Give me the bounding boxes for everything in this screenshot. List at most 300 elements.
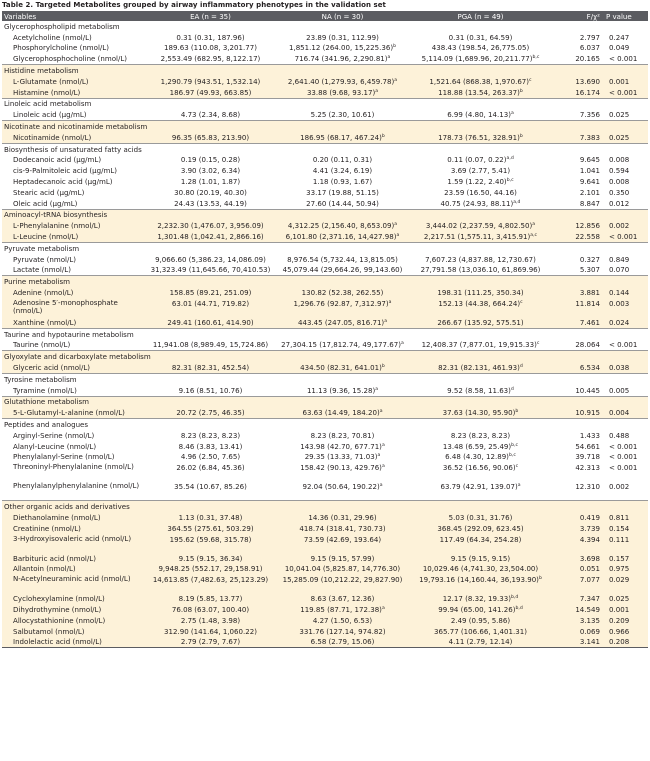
ea-value [145,462,276,481]
significance-marker: c [529,77,532,83]
ea-value [145,385,276,396]
ea-value-text: 35.54 (10.67, 85.26) [174,482,247,492]
table-row [2,231,648,242]
test-statistic [552,43,604,54]
p-value-text: 0.247 [609,32,630,42]
table-row [2,430,648,441]
table-row [2,220,648,231]
significance-marker: a [381,605,385,611]
test-statistic-text: 3.881 [579,288,600,298]
pga-value [409,43,552,54]
test-statistic-text: 12.856 [575,221,600,231]
p-value-text: 0.001 [609,604,630,614]
table-title: Table 2. Targeted Metabolites grouped by airway inflammatory phenotypes in the validation set [2,1,386,9]
ea-value-text: 1.28 (1.01, 1.87) [180,177,241,187]
na-value [276,626,409,637]
metabolite-name-text: Heptadecanoic acid (μg/mL) [13,177,113,187]
p-value-text: 0.975 [609,564,630,574]
na-value-text: 1,851.12 (264.00, 15,225.36) [288,43,394,53]
p-value-text: 0.350 [609,187,630,197]
metabolite-name [2,254,145,265]
table-row [2,574,648,593]
ea-value-text: 9,066.60 (5,386.23, 14,086.09) [155,254,266,264]
na-value-text: 33.88 (9.68, 93.17) [306,87,376,97]
significance-marker: b,d [515,605,523,611]
metabolite-name-text: Linoleic acid (μg/mL) [13,110,87,120]
pga-value [409,407,552,418]
ea-value-text: 11,941.08 (8,989.49, 15,724.86) [152,340,269,350]
test-statistic-text: 3.698 [579,553,600,563]
significance-marker: b,c [508,453,516,459]
na-value-text: 1.18 (0.93, 1.67) [312,177,373,187]
metabolite-name-text: Oleic acid (μg/mL) [13,198,78,208]
ea-value [145,441,276,452]
pga-value [409,165,552,176]
na-value-text: 14.36 (0.31, 29.96) [308,512,377,522]
table-row [2,593,648,604]
na-value-text: 443.45 (247.05, 816.71) [297,317,385,327]
metabolite-name-text: Dodecanoic acid (μg/mL) [13,155,102,165]
na-value-text: 186.95 (68.17, 467.24) [300,132,382,142]
pga-value [409,265,552,276]
table-row [2,76,648,87]
ea-value-text: 186.97 (49.93, 663.85) [169,87,252,97]
test-statistic [552,176,604,187]
na-value [276,512,409,523]
test-statistic [552,155,604,166]
ea-value-text: 364.55 (275.61, 503.29) [167,523,254,533]
significance-marker: b [381,364,385,369]
significance-marker: b,c [532,55,540,61]
p-value-text: 0.005 [609,385,630,395]
group-row [2,373,648,384]
test-statistic-text: 28.064 [575,340,600,350]
p-value [604,563,648,574]
ea-value-text: 9,948.25 (552.17, 29,158.91) [158,564,263,574]
p-value [604,317,648,328]
na-value [276,340,409,351]
metabolite-name [2,340,145,351]
p-value [604,553,648,564]
na-value [276,198,409,209]
p-value [604,176,648,187]
test-statistic-text: 7.383 [579,132,600,142]
table-row [2,407,648,418]
pga-value [409,32,552,43]
metabolite-name-text: Taurine (nmol/L) [13,340,71,350]
ea-value-text: 8.19 (5.85, 13.77) [178,594,243,604]
group-name: Histidine metabolism [2,65,648,76]
na-value [276,287,409,298]
table-row [2,254,648,265]
pga-value [409,481,552,501]
p-value [604,287,648,298]
p-value-text: 0.070 [609,265,630,275]
na-value-text: 0.20 (0.11, 0.31) [312,155,373,165]
significance-marker: d [519,364,523,369]
header-ea: EA (n = 35) [190,11,231,21]
p-value-text: 0.002 [609,221,630,231]
p-value-text: 0.049 [609,43,630,53]
significance-marker: a [377,453,381,459]
ea-value-text: 9.16 (8.51, 10.76) [178,385,243,395]
p-value-text: 0.008 [609,177,630,187]
pga-value-text: 99.94 (65.00, 141.26) [438,604,516,614]
table-row [2,523,648,534]
metabolite-name-text: Acetylcholine (nmol/L) [13,32,92,42]
na-value-text: 15,285.09 (10,212.22, 29,827.90) [282,575,403,585]
metabolite-name-text: L-Glutamate (nmol/L) [13,76,89,86]
significance-marker: a [394,77,398,83]
na-value-text: 10,041.04 (5,825.87, 14,776.30) [284,564,401,574]
metabolite-name [2,32,145,43]
na-value [276,220,409,231]
ea-value-text: 4.96 (2.50, 7.65) [180,452,241,462]
significance-marker: a [379,483,383,489]
significance-marker: d [510,386,514,392]
metabolite-name-text: Glycerophosphocholine (nmol/L) [13,54,128,64]
ea-value [145,362,276,373]
test-statistic [552,553,604,564]
na-value [276,481,409,501]
table-row [2,512,648,523]
table-row [2,53,648,64]
group-name: Pyruvate metabolism [2,242,648,253]
significance-marker: c [536,341,540,347]
metabolite-name-text: Adenosine 5′-monophosphate (nmol/L) [13,297,118,316]
ea-value [145,430,276,441]
p-value-text: 0.849 [609,254,630,264]
p-value [604,231,648,242]
ea-value [145,340,276,351]
pga-value-text: 0.31 (0.31, 64.59) [448,32,513,42]
pga-value [409,615,552,626]
group-name: Glutathione metabolism [2,396,648,407]
test-statistic [552,198,604,209]
na-value-text: 8.23 (8.23, 70.81) [310,430,375,440]
test-statistic [552,317,604,328]
ea-value-text: 2,553.49 (682.95, 8,122.17) [160,54,261,64]
significance-marker: a [387,55,391,61]
test-statistic [552,636,604,647]
p-value [604,534,648,553]
metabolite-name [2,287,145,298]
ea-value [145,523,276,534]
pga-value-text: 40.75 (24.93, 88.11) [440,198,514,208]
group-row [2,328,648,339]
pga-value [409,523,552,534]
na-value [276,187,409,198]
metabolites-table [2,11,648,648]
table-row [2,87,648,98]
significance-marker: b,d [510,595,519,601]
significance-marker: a,c [530,233,538,239]
ea-value-text: 158.85 (89.21, 251.09) [169,288,252,298]
significance-marker: a [394,222,398,228]
p-value-text: 0.208 [609,637,630,647]
table-row [2,441,648,452]
test-statistic-text: 3.739 [579,523,600,533]
test-statistic-text: 0.069 [579,626,600,636]
na-value-text: 4.41 (3.24, 6.19) [312,166,373,176]
ea-value [145,298,276,317]
test-statistic-text: 8.847 [579,198,600,208]
test-statistic-text: 2.101 [579,187,600,197]
metabolite-name [2,626,145,637]
table-row [2,43,648,54]
metabolite-name [2,198,145,209]
metabolite-name [2,534,145,553]
na-value-text: 23.89 (0.31, 112.99) [306,32,379,42]
group-row [2,501,648,512]
na-value [276,385,409,396]
significance-marker: a [517,483,521,489]
group-name: Aminoacyl-tRNA biosynthesis [2,209,648,220]
p-value-text: 0.003 [609,298,630,308]
p-value-text: 0.024 [609,317,630,327]
p-value [604,523,648,534]
metabolite-name-text: Nicotinamide (nmol/L) [13,132,92,142]
test-statistic [552,593,604,604]
test-statistic [552,254,604,265]
pga-value-text: 3.69 (2.77, 5.41) [450,166,511,176]
pga-value [409,287,552,298]
pga-value [409,430,552,441]
header-na: NA (n = 30) [321,11,364,21]
test-statistic-text: 11.814 [575,298,600,308]
pga-value-text: 438.43 (198.54, 26,775.05) [431,43,530,53]
pga-value-text: 5,114.09 (1,689.96, 20,211.77) [421,54,533,64]
significance-marker: b [381,133,385,139]
test-statistic-text: 7.461 [579,317,600,327]
test-statistic-text: 3.135 [579,615,600,625]
na-value [276,265,409,276]
na-value [276,451,409,462]
ea-value-text: 76.08 (63.07, 100.40) [171,604,250,614]
table-row [2,198,648,209]
na-value-text: 8.63 (3.67, 12.36) [310,594,375,604]
metabolite-name [2,574,145,593]
pga-value [409,626,552,637]
significance-marker: b,c [511,442,519,448]
group-name: Nicotinate and nicotinamide metabolism [2,121,648,132]
test-statistic [552,574,604,593]
metabolite-name [2,553,145,564]
na-value [276,176,409,187]
metabolite-name [2,430,145,441]
ea-value-text: 96.35 (65.83, 213.90) [171,132,250,142]
metabolite-name [2,109,145,120]
ea-value [145,53,276,64]
test-statistic [552,340,604,351]
ea-value [145,626,276,637]
metabolite-name-text: Adenine (nmol/L) [13,288,74,298]
table-row [2,636,648,647]
significance-marker: b [519,88,523,94]
pga-value-text: 63.79 (42.91, 139.07) [440,482,518,492]
pga-value-text: 198.31 (111.25, 350.34) [437,288,524,298]
ea-value [145,481,276,501]
ea-value [145,574,276,593]
p-value-text: 0.144 [609,288,630,298]
na-value [276,165,409,176]
ea-value [145,451,276,462]
metabolite-name [2,87,145,98]
p-value [604,481,648,501]
p-value [604,636,648,647]
test-statistic-text: 22.558 [575,232,600,242]
test-statistic-text: 5.307 [579,265,600,275]
ea-value-text: 31,323.49 (11,645.66, 70,410.53) [150,265,271,275]
ea-value [145,254,276,265]
table-row [2,626,648,637]
test-statistic [552,481,604,501]
pga-value-text: 9.52 (8.58, 11.63) [447,385,511,395]
test-statistic [552,626,604,637]
metabolite-name-text: Tyramine (nmol/L) [13,385,77,395]
pga-value-text: 266.67 (135.92, 575.51) [437,317,524,327]
na-value-text: 418.74 (318.41, 730.73) [299,523,386,533]
p-value-text: 0.004 [609,408,630,418]
metabolite-name [2,615,145,626]
test-statistic [552,265,604,276]
significance-marker: a [381,442,385,448]
pga-value-text: 12.17 (8.32, 19.33) [442,594,511,604]
test-statistic-text: 12.310 [575,482,600,492]
p-value [604,265,648,276]
metabolite-name [2,187,145,198]
significance-marker: a [396,233,400,239]
ea-value [145,43,276,54]
table-row [2,109,648,120]
na-value [276,441,409,452]
pga-value [409,593,552,604]
p-value [604,43,648,54]
metabolite-name-text: Indolelactic acid (nmol/L) [13,637,102,647]
p-value [604,32,648,43]
significance-marker: b,c [506,178,514,184]
test-statistic [552,451,604,462]
metabolite-name [2,220,145,231]
pga-value [409,155,552,166]
test-statistic [552,407,604,418]
metabolite-name [2,155,145,166]
p-value [604,615,648,626]
metabolite-name-text: 3-Hydroxyisovaleric acid (nmol/L) [13,533,132,543]
ea-value-text: 14,613.85 (7,482.63, 25,123.29) [152,575,269,585]
significance-marker: a [375,88,379,94]
group-row [2,21,648,32]
test-statistic-text: 10.915 [575,408,600,418]
table-row [2,481,648,501]
table-row [2,451,648,462]
pga-value [409,451,552,462]
pga-value [409,563,552,574]
pga-value [409,553,552,564]
ea-value [145,287,276,298]
test-statistic-text: 4.394 [579,534,600,544]
p-value [604,407,648,418]
pga-value-text: 1,521.64 (868.38, 1,970.67) [429,76,530,86]
na-value-text: 158.42 (90.13, 429.76) [300,463,382,473]
metabolite-name-text: Allocystathionine (nmol/L) [13,615,106,625]
pga-value [409,534,552,553]
group-row [2,396,648,407]
na-value [276,553,409,564]
pga-value [409,574,552,593]
table-row [2,385,648,396]
ea-value-text: 312.90 (141.64, 1,060.22) [164,626,257,636]
na-value [276,407,409,418]
pga-value [409,187,552,198]
metabolite-name-text: Alanyl-Leucine (nmol/L) [13,441,97,451]
na-value [276,76,409,87]
ea-value-text: 30.80 (20.19, 40.30) [174,187,247,197]
p-value [604,76,648,87]
metabolite-name-text: Lactate (nmol/L) [13,265,71,275]
p-value-text: 0.001 [609,76,630,86]
p-value [604,165,648,176]
metabolite-name [2,165,145,176]
p-value-text: 0.025 [609,110,630,120]
na-value [276,317,409,328]
na-value [276,254,409,265]
group-name: Other organic acids and derivatives [2,501,648,512]
ea-value [145,317,276,328]
na-value [276,362,409,373]
test-statistic [552,165,604,176]
na-value [276,534,409,553]
na-value-text: 29.35 (13.33, 71.03) [304,452,378,462]
na-value-text: 5.25 (2.30, 10.61) [310,110,375,120]
pga-value-text: 178.73 (76.51, 328.91) [438,132,520,142]
na-value [276,636,409,647]
p-value [604,430,648,441]
ea-value [145,593,276,604]
pga-value [409,636,552,647]
p-value [604,132,648,143]
metabolite-name-text: Diethanolamine (nmol/L) [13,512,101,522]
pga-value-text: 2,217.51 (1,575.11, 3,415.91) [423,232,531,242]
pga-value-text: 6.48 (4.30, 12.89) [445,452,509,462]
metabolite-name [2,317,145,328]
group-row [2,242,648,253]
pga-value-text: 365.77 (106.66, 1,401.31) [434,626,527,636]
group-row [2,276,648,287]
ea-value-text: 9.15 (9.15, 36.34) [178,553,243,563]
p-value [604,574,648,593]
p-value [604,593,648,604]
metabolite-name [2,298,145,317]
table-row [2,187,648,198]
ea-value [145,132,276,143]
p-value-text: 0.111 [609,534,630,544]
pga-value-text: 1.59 (1.22, 2.40) [447,177,507,187]
p-value [604,441,648,452]
test-statistic-text: 7.077 [579,575,600,585]
ea-value-text: 1.13 (0.31, 37.48) [178,512,243,522]
pga-value [409,317,552,328]
group-name: Taurine and hypotaurine metabolism [2,328,648,339]
na-value-text: 9.15 (9.15, 57.99) [310,553,375,563]
ea-value [145,87,276,98]
table-row [2,317,648,328]
group-row [2,419,648,430]
table-row [2,462,648,481]
test-statistic-text: 2.797 [579,32,600,42]
na-value [276,615,409,626]
na-value-text: 4.27 (1.50, 6.53) [312,615,373,625]
